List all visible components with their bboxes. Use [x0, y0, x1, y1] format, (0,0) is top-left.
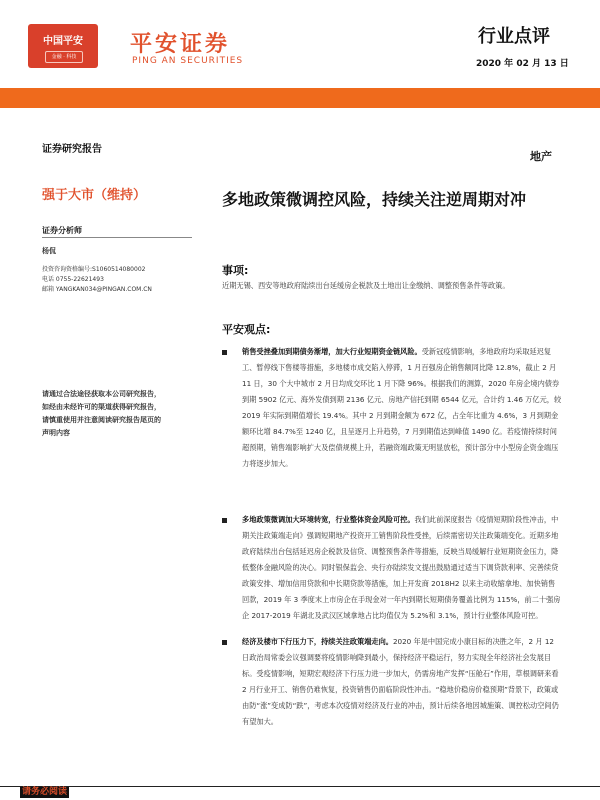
- report-date: 2020 年 02 月 13 日: [476, 59, 569, 69]
- analyst-divider: [42, 237, 192, 238]
- view-bullet: [222, 344, 562, 494]
- logo-text: 中国平安: [43, 36, 83, 47]
- footer-divider: [0, 786, 600, 787]
- footer-notice: 请务必阅读: [22, 787, 68, 797]
- bullet-text: 受新冠疫情影响，多地政府均采取延迟复工、暂停线下售楼等措施，多地楼市成交陷入停滞，1 月百强房企销售额同比降 12.8%，截止 2 月 11 日，30 个大中城市 2 月日均成交环比 1 月下降 96%。根据我们的测算，2020 年房企境内债券到期 5902 亿元、海外发债到期 2136 亿元、房地产信托到期 6544 亿元，合计约 1.46 万亿元，较 2019 年实际到期值增长 19.4%。其中 2 月到期金额为 672 亿，占全年比重为 4.6%，3 月到期金额环比增 84.7%至 1240 亿，且呈逐月上升趋势，7 月到期值达到峰值 1490 亿。若疫情持续时间超预期，销售端影响扩大及偿债规模上升，若融资端政策无明显放松，预计部分中小型房企资金端压力将逐步加大。: [242, 347, 562, 468]
- industry-label: 地产: [530, 150, 552, 163]
- view-bullet: [222, 634, 562, 754]
- bullet-text: 2020 年是中国完成小康目标的决胜之年，2 月 12 日政治局常委会议强调要将疫情影响降到最小，保持经济平稳运行，努力实现全年经济社会发展目标。受疫情影响，短期宏观经济下行压力进一步加大，仍需房地产发挥“压舱石”作用，草根调研来看 2 月行业开工、销售仍难恢复，投资销售仍面临阶段性冲击。“稳地价稳房价稳预期”背景下，政策或由防“涨”变成防“跌”，考虑本次疫情对经济及行业的冲击，预计后续各地因城施策、调控松动空间仍有望加大。: [242, 637, 559, 726]
- analyst-name: 杨侃: [42, 247, 56, 255]
- bullet-marker: [222, 518, 227, 523]
- events-text: 近期无锡、西安等地政府陆续出台延缓房企税款及土地出让金缴纳、调整预售条件等政策。: [222, 281, 510, 290]
- report-type: 行业点评: [478, 26, 550, 47]
- bullet-lead: 销售受挫叠加到期债务渐增，加大行业短期资金链风险。: [242, 347, 422, 356]
- disclaimer-note: 请通过合法途径获取本公司研究报告，如经由未经许可的渠道获得研究报告，请慎重使用并注意阅读研究报告尾页的声明内容: [42, 390, 161, 437]
- bullet-marker: [222, 640, 227, 645]
- bullet-marker: [222, 350, 227, 355]
- header-divider-bar: [0, 88, 600, 108]
- ping-an-logo: [28, 24, 98, 68]
- events-heading: 事项:: [222, 264, 249, 277]
- bullet-lead: 经济及楼市下行压力下，持续关注政策端走向。: [242, 637, 393, 646]
- brand-name-cn: 平安证券: [130, 32, 231, 57]
- brand-name-en: PING AN SECURITIES: [132, 56, 244, 66]
- industry-rating: 强于大市（维持）: [42, 188, 147, 203]
- report-series: 证券研究报告: [42, 144, 102, 155]
- views-heading: 平安观点:: [222, 323, 271, 336]
- analyst-phone: 电话 0755-22621493: [42, 276, 104, 283]
- bullet-text: 我们此前深度报告《疫情短期阶段性冲击，中期关注政策端走向》强调短期地产投资开工销售阶段性受挫，后续需密切关注政策端变化。近期多地政府陆续出台包括延迟房企税款及信贷、调整预售条件等措施，反映当局缓解行业短期资金压力，降低整体金融风险的决心。同时银保监会、央行亦陆续发文提出鼓励通过适当下调贷款利率、完善续贷政策安排、增加信用贷款和中长期贷款等措施，加上开发商 2018H2 以来主动收缩拿地、加快销售回款，2019 年 3 季度末上市房企在手现金对一年内到期长短期债务覆盖比例为 115%，前二十强房企 2017-2019 年湖北及武汉区域拿地占比均值仅为 5.2%和 3.1%，预计行业整体风险可控。: [242, 515, 561, 620]
- analyst-heading: 证券分析师: [42, 226, 82, 235]
- view-bullet: [222, 512, 562, 627]
- report-title: 多地政策微调控风险，持续关注逆周期对冲: [222, 190, 527, 209]
- analyst-email: 邮箱 YANGKAN034@PINGAN.COM.CN: [42, 286, 152, 293]
- analyst-reg-no: 投资咨询资格编号:S1060514080002: [42, 266, 146, 273]
- bullet-lead: 多地政策微调加大环境转宽，行业整体资金风险可控。: [242, 515, 415, 524]
- logo-subtext: 金融 · 科技: [45, 51, 83, 63]
